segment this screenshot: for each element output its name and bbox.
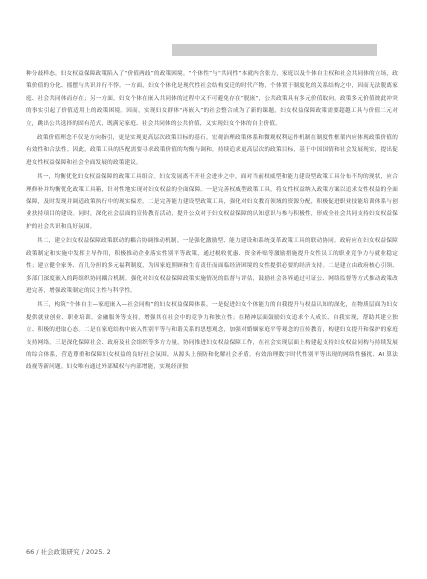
header-gray-bar (172, 44, 377, 56)
paragraph-1: 种分歧样态，妇女权益保障政策陷入了“价值两歧”的政策困境。“个体性”与“共同性”本就内含张力，家庭以及个体自主权和社会共同体的立场，政策价值的分化、摇摆与共识并行不悖。一方面，妇女个体化是现代性社会结构变迁的时代产物，个体置于制度化的关系结构之中，因而无法脱离家庭、社会共同体而存在；另一方面，妇女个体在嵌入共同体的过程中又不可避免存在“脱嵌”，公共政策具有多元价值取向，政策多元价值彼此冲突的事实引起了价值适用上的政策困境。因而，实现妇女群体“再嵌入”的社会整合成为了新的课题，妇女权益保障政策需要超越工具与价值二元对立，跳出公共选择的固有范式，既满足家庭、社会共同体的公共价值，又实现妇女个体的自主价值。 (26, 71, 399, 127)
paragraph-2: 政策价值理念不仅是方向指引，更是实现更高层次政策目标的基石。宏观治理政策体系和微观权利运作机制在制度性框架内应体现政策价值的有效性和合法性。因此，政策工具的匹配需要寻求政策价值的均衡与调和，持续追求更高层次的政策目标，基于中国国情和社会发展现实，提出促进女性权益保障和社会全面发展的政策建议。 (26, 135, 398, 166)
paragraph-3: 其一，均衡优化妇女权益保障的政策工具组合。妇女发展离不开社会进步之中，面对当前权威型和能力建设型政策工具分布不均的现状，应合理修补并均衡优化政策工具箱，针对性地实现对妇女权益的全面保障。一是完善权威型政策工具，将女性权益纳入政策方案以追求女性权益的全面保障，及时发现并调适政策执行中的现实偏差。二是完善能力建设型政策工具，强化对妇女教育领域的资源分配，积极促进职业技能培训体系与创业扶持项目的建设。同时，深化社会层面的宣传教育活动，提升公众对于妇女权益保障的认知意识与参与积极性，形成全社会共同支持妇女权益保护的社会共识和良好氛围。 (26, 174, 398, 230)
article-body (26, 68, 398, 374)
page-footer: 66 / 社会政策研究 / 2025. 2 (26, 548, 111, 556)
paragraph-4: 其二，建立妇女权益保障政策联动的耦合协调推动机制。一是强化激励型、能力建设和系统变革政策工具的联动协同。政府应在妇女权益保障政策制定和实施中发挥主导作用，积极推动企业落实性别平等政策，通过税收优惠、资金补贴等激励措施提升女性员工的职业竞争力与就业稳定性；建立健全家务、育儿分担的多元福利制度，为因家庭照顾和生育责任而面临经济困境的女性提供必要的经济支持。二是建立由政府核心引领、多部门深度嵌入的跨组织协同耦合机制。强化对妇女权益保障政策实施情况的监督与评估，鼓励社会各界通过可证公、网络监督等方式推动政策改进完善，增强政策制定的民主性与科学性。 (26, 238, 398, 294)
paragraph-5: 其三，构筑“个体自主—家庭嵌入—社会同构”的妇女权益保障体系。一是促进妇女个体能力的自我提升与权益认知的深化，在物质层面为妇女提供就业创业、职业培训、金融服务等支持，增强其在社会中的竞争力和独立性；在精神层面鼓励妇女追求个人成长、自我实现，帮助其建立独立、积极的进取心态。二是在家庭结构中嵌入性别平等与和谐关系的思想观念，加强对婚姻家庭平等观念的宣传教育，构建妇女提升和保护的家庭支持网络。三是深化保障社会、政府及社会组织等多方力量，协同推进妇女权益保障工作，在社会实现层面上构建起支持妇女权益同构与持续发展的综合体系，营造尊重和保障妇女权益的良好社会氛围，从源头上预防和化解社会矛盾，有效治理数字时代性别平等出现的网络性骚扰、AI 算法歧视等新问题。妇女唯有通过外部赋权与内部增能，实现经济独 (26, 302, 398, 371)
